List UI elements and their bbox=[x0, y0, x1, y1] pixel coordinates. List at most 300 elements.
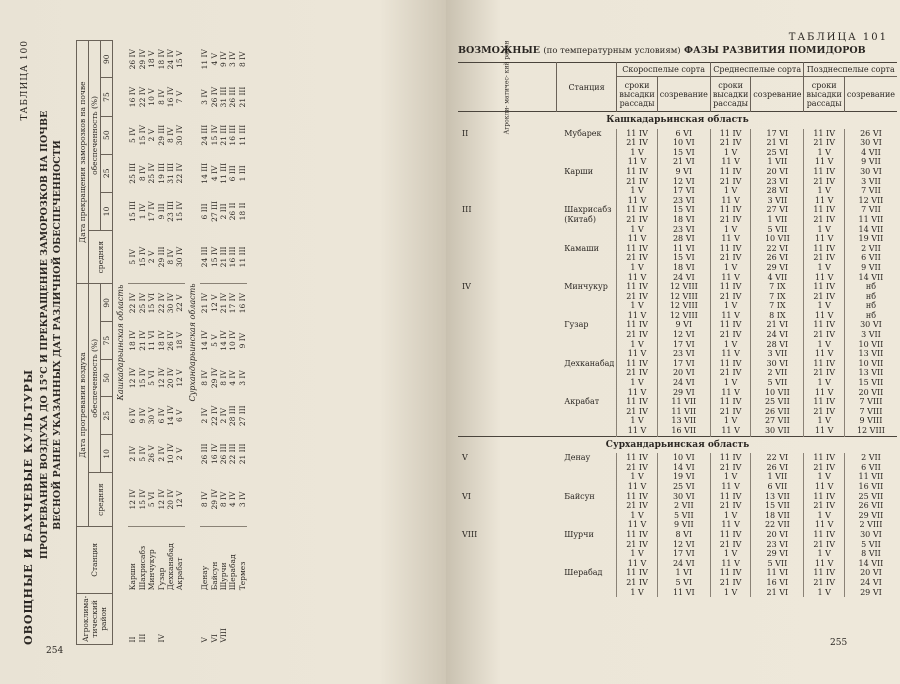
header-p10: 10 bbox=[101, 435, 113, 473]
frost-date-cell: 31 III bbox=[166, 162, 176, 184]
station-cell: Акрабат bbox=[175, 557, 185, 591]
planting-date-cell: 11 V bbox=[804, 157, 844, 167]
warm-date-cell: 20 IV bbox=[166, 473, 175, 526]
station-cell bbox=[556, 186, 617, 196]
planting-date-cell: 1 V bbox=[804, 378, 844, 388]
header-station: Станция bbox=[556, 63, 617, 112]
region-cell: III bbox=[137, 633, 147, 643]
station-cell bbox=[556, 349, 617, 359]
planting-date-cell: 21 IV bbox=[804, 292, 844, 302]
ripening-date-cell: нб bbox=[844, 282, 897, 292]
frost-date-cell: 11 III bbox=[237, 124, 247, 146]
warm-date-cell: 18 IV bbox=[128, 330, 138, 351]
ripening-date-cell: 20 VI bbox=[751, 167, 804, 177]
table-row bbox=[458, 378, 897, 388]
planting-date-cell: 21 IV bbox=[617, 177, 657, 187]
region-cell bbox=[458, 426, 556, 436]
ripening-date-cell: 15 VII bbox=[844, 378, 897, 388]
region-cell bbox=[458, 407, 556, 417]
frost-date-cell: 15 IV bbox=[175, 201, 185, 222]
ripening-date-cell: 18 VI bbox=[657, 263, 710, 273]
ripening-date-cell: 30 VI bbox=[657, 492, 710, 502]
table-row bbox=[458, 148, 897, 158]
planting-date-cell: 1 V bbox=[617, 549, 657, 559]
planting-date-cell: 11 IV bbox=[710, 244, 750, 254]
ripening-date-cell: 5 VII bbox=[657, 511, 710, 521]
ripening-date-cell: 10 VII bbox=[751, 234, 804, 244]
header-warm-security: обеспеченность (%) bbox=[89, 284, 101, 473]
warm-date-cell: 5 VI bbox=[147, 370, 157, 386]
frost-date-cell: 31 III bbox=[219, 86, 229, 108]
planting-date-cell: 11 V bbox=[804, 311, 844, 321]
planting-date-cell: 11 IV bbox=[804, 282, 844, 292]
ripening-date-cell: 7 VIII bbox=[844, 407, 897, 417]
ripening-date-cell: 5 VII bbox=[751, 559, 804, 569]
frost-date-cell: 18 II bbox=[237, 202, 247, 221]
planting-date-cell: 11 V bbox=[710, 234, 750, 244]
warm-date-cell: 21 IV bbox=[200, 292, 210, 314]
ripening-date-cell: 29 VII bbox=[844, 511, 897, 521]
planting-date-cell: 11 IV bbox=[710, 320, 750, 330]
table-title bbox=[38, 55, 64, 615]
planting-date-cell: 1 V bbox=[710, 148, 750, 158]
table-row bbox=[458, 472, 897, 482]
region-cell: IV bbox=[156, 634, 166, 643]
table-row bbox=[458, 492, 897, 502]
planting-date-cell: 11 V bbox=[804, 559, 844, 569]
planting-date-cell: 11 IV bbox=[804, 205, 844, 215]
ripening-date-cell: 6 VII bbox=[844, 463, 897, 473]
table-row bbox=[458, 540, 897, 550]
region-cell: VIII bbox=[462, 529, 478, 539]
region-cell bbox=[458, 273, 556, 283]
warm-date-cell: 26 V bbox=[147, 445, 157, 463]
planting-date-cell: 11 IV bbox=[710, 568, 750, 578]
region-cell bbox=[458, 148, 556, 158]
ripening-date-cell: 14 VII bbox=[844, 273, 897, 283]
warm-date-cell: 26 III bbox=[200, 443, 210, 465]
ripening-date-cell: 17 VI bbox=[657, 340, 710, 350]
ripening-date-cell: 4 VII bbox=[751, 273, 804, 283]
ripening-date-cell: 10 VI bbox=[657, 453, 710, 463]
header-station: Станция bbox=[77, 526, 113, 593]
header-late: Позднеспелые сорта bbox=[804, 63, 897, 77]
warm-date-cell: 22 V bbox=[175, 294, 185, 312]
ripening-date-cell: 9 VI bbox=[657, 167, 710, 177]
planting-date-cell: 1 V bbox=[617, 472, 657, 482]
warm-date-cell: 2 IV bbox=[156, 446, 166, 462]
planting-date-cell: 1 V bbox=[617, 225, 657, 235]
frost-date-cell: 24 III bbox=[200, 124, 210, 146]
frost-date-cell: 14 III bbox=[200, 162, 210, 184]
ripening-date-cell: 10 VII bbox=[844, 359, 897, 369]
table-row bbox=[458, 578, 897, 588]
ripening-date-cell: 7 VIII bbox=[844, 397, 897, 407]
planting-date-cell: 1 V bbox=[804, 225, 844, 235]
ripening-date-cell: 12 VIII bbox=[657, 282, 710, 292]
ripening-date-cell: 12 VIII bbox=[657, 311, 710, 321]
planting-date-cell: 11 V bbox=[804, 520, 844, 530]
planting-date-cell: 1 V bbox=[804, 301, 844, 311]
planting-date-cell: 11 IV bbox=[617, 129, 657, 139]
frost-date-cell: 4 V bbox=[209, 52, 219, 66]
warm-date-cell: 21 III bbox=[237, 443, 247, 465]
ripening-date-cell: 7 IX bbox=[751, 292, 804, 302]
planting-date-cell: 11 V bbox=[617, 349, 657, 359]
planting-date-cell: 21 IV bbox=[804, 253, 844, 263]
planting-date-cell: 11 IV bbox=[617, 568, 657, 578]
station-cell bbox=[556, 482, 617, 492]
region-cell bbox=[458, 301, 556, 311]
planting-date-cell: 11 IV bbox=[617, 359, 657, 369]
frost-date-cell: 27 III bbox=[209, 201, 219, 222]
ripening-date-cell: 15 VI bbox=[657, 253, 710, 263]
ripening-date-cell: 14 VII bbox=[844, 559, 897, 569]
ripening-date-cell: 30 VI bbox=[844, 138, 897, 148]
region-cell bbox=[458, 349, 556, 359]
ripening-date-cell: 29 VI bbox=[751, 549, 804, 559]
frost-date-cell: 6 III bbox=[228, 165, 238, 182]
warm-date-cell: 12 IV bbox=[157, 473, 166, 526]
region-cell bbox=[458, 225, 556, 235]
ripening-date-cell: 12 VI bbox=[657, 540, 710, 550]
ripening-date-cell: 6 VII bbox=[751, 482, 804, 492]
header-warm: Дата прогревания воздуха bbox=[77, 284, 89, 526]
warm-date-cell: 21 IV bbox=[137, 330, 147, 351]
table-row bbox=[458, 244, 897, 254]
header-p90: 90 bbox=[101, 284, 113, 322]
ripening-date-cell: 2 VII bbox=[657, 501, 710, 511]
table-row bbox=[458, 292, 897, 302]
planting-date-cell: 11 IV bbox=[804, 320, 844, 330]
table-row bbox=[458, 463, 897, 473]
warm-date-cell: 21 IV bbox=[219, 292, 229, 314]
table-row bbox=[166, 41, 175, 645]
frost-date-cell: 1 IV bbox=[137, 203, 147, 220]
table-row bbox=[458, 234, 897, 244]
frost-date-cell: 22 IV bbox=[175, 163, 185, 184]
planting-date-cell: 21 IV bbox=[617, 368, 657, 378]
planting-date-cell: 11 IV bbox=[804, 129, 844, 139]
planting-date-cell: 1 V bbox=[710, 225, 750, 235]
section-title: ОВОЩНЫЕ И БАХЧЕВЫЕ КУЛЬТУРЫ bbox=[22, 368, 35, 645]
table-row bbox=[458, 273, 897, 283]
left-page bbox=[0, 0, 446, 684]
station-cell bbox=[556, 340, 617, 350]
station-cell: Гузар bbox=[156, 567, 166, 591]
frost-date-cell: 25 IV bbox=[147, 163, 157, 184]
ripening-date-cell: 12 VI bbox=[657, 330, 710, 340]
frost-date-cell: 9 IV bbox=[219, 51, 229, 68]
region-cell: V bbox=[462, 453, 468, 463]
region-cell bbox=[458, 511, 556, 521]
warm-date-cell: 18 IV bbox=[156, 330, 166, 351]
planting-date-cell: 11 IV bbox=[710, 205, 750, 215]
frost-table-body bbox=[113, 41, 248, 645]
region-cell bbox=[458, 330, 556, 340]
table-row bbox=[458, 177, 897, 187]
warm-date-cell: 28 III bbox=[228, 405, 238, 427]
ripening-date-cell: 13 VII bbox=[844, 349, 897, 359]
table-row bbox=[458, 311, 897, 321]
region-cell bbox=[458, 540, 556, 550]
planting-date-cell: 11 IV bbox=[710, 453, 750, 463]
frost-date-cell: 21 III bbox=[219, 230, 228, 283]
ripening-date-cell: 7 VII bbox=[844, 205, 897, 215]
table-row bbox=[458, 388, 897, 398]
frost-date-cell: 21 III bbox=[237, 86, 247, 108]
region-cell: III bbox=[462, 205, 472, 215]
ripening-date-cell: 25 VII bbox=[751, 397, 804, 407]
planting-date-cell: 1 V bbox=[710, 263, 750, 273]
header-ripe: созревание bbox=[844, 77, 897, 112]
ripening-date-cell: 14 VI bbox=[657, 463, 710, 473]
planting-date-cell: 1 V bbox=[710, 378, 750, 388]
planting-date-cell: 11 V bbox=[710, 559, 750, 569]
ripening-date-cell: 8 IX bbox=[751, 311, 804, 321]
station-cell: Денау bbox=[564, 453, 591, 463]
planting-date-cell: 21 IV bbox=[804, 368, 844, 378]
ripening-date-cell: 9 VII bbox=[657, 520, 710, 530]
frost-date-cell: 4 IV bbox=[209, 165, 219, 182]
frost-date-cell: 5 IV bbox=[128, 230, 137, 283]
title-bold: ВОЗМОЖНЫЕ bbox=[458, 45, 541, 56]
planting-date-cell: 11 V bbox=[710, 157, 750, 167]
warm-date-cell: 8 IV bbox=[200, 473, 209, 526]
frost-date-cell: 24 IV bbox=[166, 49, 176, 70]
ripening-date-cell: 20 VI bbox=[751, 530, 804, 540]
planting-date-cell: 1 V bbox=[710, 416, 750, 426]
region-cell bbox=[458, 588, 556, 598]
ripening-date-cell: 5 VI bbox=[657, 578, 710, 588]
station-cell bbox=[556, 196, 617, 206]
station-cell bbox=[556, 253, 617, 263]
planting-date-cell: 11 V bbox=[617, 388, 657, 398]
planting-date-cell: 1 V bbox=[710, 472, 750, 482]
warm-date-cell: 16 IV bbox=[237, 292, 247, 314]
region-cell bbox=[458, 244, 556, 254]
planting-date-cell: 11 V bbox=[710, 349, 750, 359]
station-cell bbox=[556, 549, 617, 559]
ripening-date-cell: 7 IX bbox=[751, 301, 804, 311]
ripening-date-cell: 23 VI bbox=[657, 196, 710, 206]
title-line-1: ПРОГРЕВАНИЕ ВОЗДУХА ДО 15°С И ПРЕКРАЩЕНИЕ ЗАМОРОЗКОВ НА ПОЧВЕ bbox=[39, 110, 50, 560]
warm-date-cell: 15 IV bbox=[138, 473, 147, 526]
planting-date-cell: 11 IV bbox=[710, 359, 750, 369]
planting-date-cell: 21 IV bbox=[617, 292, 657, 302]
table-row bbox=[458, 186, 897, 196]
planting-date-cell: 21 IV bbox=[710, 540, 750, 550]
planting-date-cell: 1 V bbox=[804, 549, 844, 559]
planting-date-cell: 1 V bbox=[617, 186, 657, 196]
frost-date-cell: 3 IV bbox=[200, 89, 210, 105]
warm-date-cell: 2 V bbox=[175, 447, 185, 461]
planting-date-cell: 21 IV bbox=[617, 215, 657, 225]
ripening-date-cell: 19 VI bbox=[657, 472, 710, 482]
station-cell: Мубарек bbox=[564, 128, 602, 138]
table-row bbox=[147, 41, 156, 645]
region-cell bbox=[175, 593, 184, 644]
ripening-date-cell: 30 VI bbox=[844, 167, 897, 177]
warm-date-cell: 14 IV bbox=[219, 330, 229, 351]
table-row bbox=[458, 215, 897, 225]
ripening-date-cell: 11 VII bbox=[844, 215, 897, 225]
ripening-date-cell: 2 VII bbox=[844, 244, 897, 254]
region-cell bbox=[458, 388, 556, 398]
planting-date-cell: 11 V bbox=[804, 349, 844, 359]
page-number-left: 254 bbox=[46, 646, 64, 656]
planting-date-cell: 11 IV bbox=[617, 453, 657, 463]
header-p25: 25 bbox=[101, 397, 113, 435]
table-row bbox=[458, 407, 897, 417]
frost-date-cell: 26 IV bbox=[128, 49, 138, 70]
planting-date-cell: 11 V bbox=[617, 520, 657, 530]
station-cell: Карши bbox=[128, 563, 138, 591]
region-cell bbox=[458, 378, 556, 388]
planting-date-cell: 11 V bbox=[617, 273, 657, 283]
station-cell: (Китаб) bbox=[564, 214, 596, 224]
frost-date-cell: 30 IV bbox=[175, 125, 185, 146]
ripening-date-cell: 2 VIII bbox=[844, 520, 897, 530]
station-cell bbox=[556, 463, 617, 473]
warm-date-cell: 12 V bbox=[209, 294, 219, 312]
frost-date-cell: 18 IV bbox=[156, 49, 166, 70]
region-cell bbox=[458, 263, 556, 273]
planting-date-cell: 1 V bbox=[710, 186, 750, 196]
frost-date-cell: 8 IV bbox=[237, 51, 247, 68]
planting-date-cell: 1 V bbox=[710, 549, 750, 559]
planting-date-cell: 1 V bbox=[710, 588, 750, 598]
station-cell: Акрабат bbox=[564, 397, 600, 407]
ripening-date-cell: 26 VI bbox=[751, 463, 804, 473]
ripening-date-cell: 20 VI bbox=[844, 568, 897, 578]
region-cell bbox=[458, 549, 556, 559]
ripening-date-cell: 6 VI bbox=[657, 129, 710, 139]
planting-date-cell: 11 V bbox=[804, 196, 844, 206]
station-cell bbox=[556, 520, 617, 530]
region-cell bbox=[166, 593, 175, 644]
table-row bbox=[219, 41, 228, 645]
warm-date-cell: 22 III bbox=[228, 443, 238, 465]
planting-date-cell: 21 IV bbox=[710, 578, 750, 588]
region-cell bbox=[458, 167, 556, 177]
region-cell bbox=[458, 368, 556, 378]
ripening-date-cell: 22 VI bbox=[751, 244, 804, 254]
title-line-2: ВЕСНОЙ РАНЕЕ УКАЗАННЫХ ДАТ РАЗЛИЧНОЙ ОБЕСПЕЧЕННОСТИ bbox=[52, 140, 63, 530]
frost-date-cell: 15 IV bbox=[138, 230, 147, 283]
table-row bbox=[458, 530, 897, 540]
ripening-date-cell: 23 VI bbox=[751, 177, 804, 187]
planting-date-cell: 11 V bbox=[804, 234, 844, 244]
ripening-date-cell: 28 VI bbox=[751, 340, 804, 350]
table-row bbox=[458, 196, 897, 206]
station-cell bbox=[556, 501, 617, 511]
ripening-date-cell: 26 VI bbox=[844, 129, 897, 139]
planting-date-cell: 21 IV bbox=[804, 463, 844, 473]
header-p10: 10 bbox=[101, 192, 113, 230]
warm-date-cell: 12 V bbox=[175, 473, 184, 526]
frost-date-cell: 26 II bbox=[228, 202, 238, 221]
warm-date-cell: 12 IV bbox=[128, 367, 138, 389]
table-row bbox=[157, 41, 166, 645]
table-row bbox=[458, 282, 897, 292]
region-cell bbox=[228, 593, 237, 644]
ripening-date-cell: 13 VII bbox=[844, 368, 897, 378]
station-cell: Гузар bbox=[564, 320, 589, 330]
planting-date-cell: 11 IV bbox=[617, 244, 657, 254]
header-early: Скороспелые сорта bbox=[617, 63, 711, 77]
planting-date-cell: 1 V bbox=[804, 186, 844, 196]
ripening-date-cell: 17 VI bbox=[657, 359, 710, 369]
station-cell bbox=[556, 301, 617, 311]
ripening-date-cell: 1 VII bbox=[751, 157, 804, 167]
station-cell bbox=[556, 416, 617, 426]
warm-date-cell: 8 IV bbox=[219, 370, 229, 386]
region-cell bbox=[458, 568, 556, 578]
table-row bbox=[458, 301, 897, 311]
page-number-right: 255 bbox=[830, 638, 848, 648]
planting-date-cell: 11 IV bbox=[617, 320, 657, 330]
frost-date-cell: 21 III bbox=[219, 124, 229, 146]
region-cell bbox=[458, 463, 556, 473]
planting-date-cell: 11 V bbox=[710, 311, 750, 321]
station-cell bbox=[556, 273, 617, 283]
planting-date-cell: 1 V bbox=[617, 148, 657, 158]
ripening-date-cell: 25 VII bbox=[844, 492, 897, 502]
planting-date-cell: 1 V bbox=[710, 301, 750, 311]
header-frost: Дата прекращения заморозков на почве bbox=[77, 41, 89, 284]
planting-date-cell: 11 V bbox=[804, 273, 844, 283]
frost-date-cell: 16 III bbox=[228, 230, 237, 283]
table-row bbox=[458, 129, 897, 139]
planting-date-cell: 11 V bbox=[617, 482, 657, 492]
planting-date-cell: 11 IV bbox=[617, 167, 657, 177]
region-cell bbox=[458, 320, 556, 330]
table-row bbox=[458, 520, 897, 530]
ripening-date-cell: 15 VI bbox=[657, 148, 710, 158]
warm-date-cell: 10 IV bbox=[166, 443, 176, 465]
ripening-date-cell: 6 VII bbox=[844, 253, 897, 263]
planting-date-cell: 21 IV bbox=[804, 138, 844, 148]
table-row bbox=[210, 41, 219, 645]
ripening-date-cell: 24 VI bbox=[657, 559, 710, 569]
table-row bbox=[458, 549, 897, 559]
planting-date-cell: 21 IV bbox=[710, 368, 750, 378]
ripening-date-cell: 29 VI bbox=[657, 388, 710, 398]
station-cell: Шахрисабз bbox=[564, 205, 612, 215]
planting-date-cell: 21 IV bbox=[804, 540, 844, 550]
station-cell: Шахрисабз bbox=[137, 545, 147, 591]
warm-date-cell: 3 IV bbox=[238, 473, 247, 526]
ripening-date-cell: 29 VI bbox=[751, 263, 804, 273]
ripening-date-cell: 10 VII bbox=[844, 340, 897, 350]
frost-date-cell: 5 IV bbox=[128, 127, 138, 143]
warm-date-cell: 6 V bbox=[175, 409, 185, 423]
region-cell: VI bbox=[462, 491, 471, 501]
warm-date-cell: 11 VI bbox=[147, 330, 157, 351]
planting-date-cell: 21 IV bbox=[617, 501, 657, 511]
ripening-date-cell: 3 VII bbox=[844, 177, 897, 187]
table-row bbox=[458, 225, 897, 235]
ripening-date-cell: 16 VI bbox=[751, 578, 804, 588]
warm-date-cell: 2 IV bbox=[200, 407, 210, 424]
planting-date-cell: 1 V bbox=[617, 263, 657, 273]
planting-date-cell: 11 V bbox=[710, 482, 750, 492]
station-cell bbox=[556, 368, 617, 378]
planting-date-cell: 11 V bbox=[710, 426, 750, 436]
table-row bbox=[458, 501, 897, 511]
frost-date-cell: 15 V bbox=[175, 50, 185, 68]
